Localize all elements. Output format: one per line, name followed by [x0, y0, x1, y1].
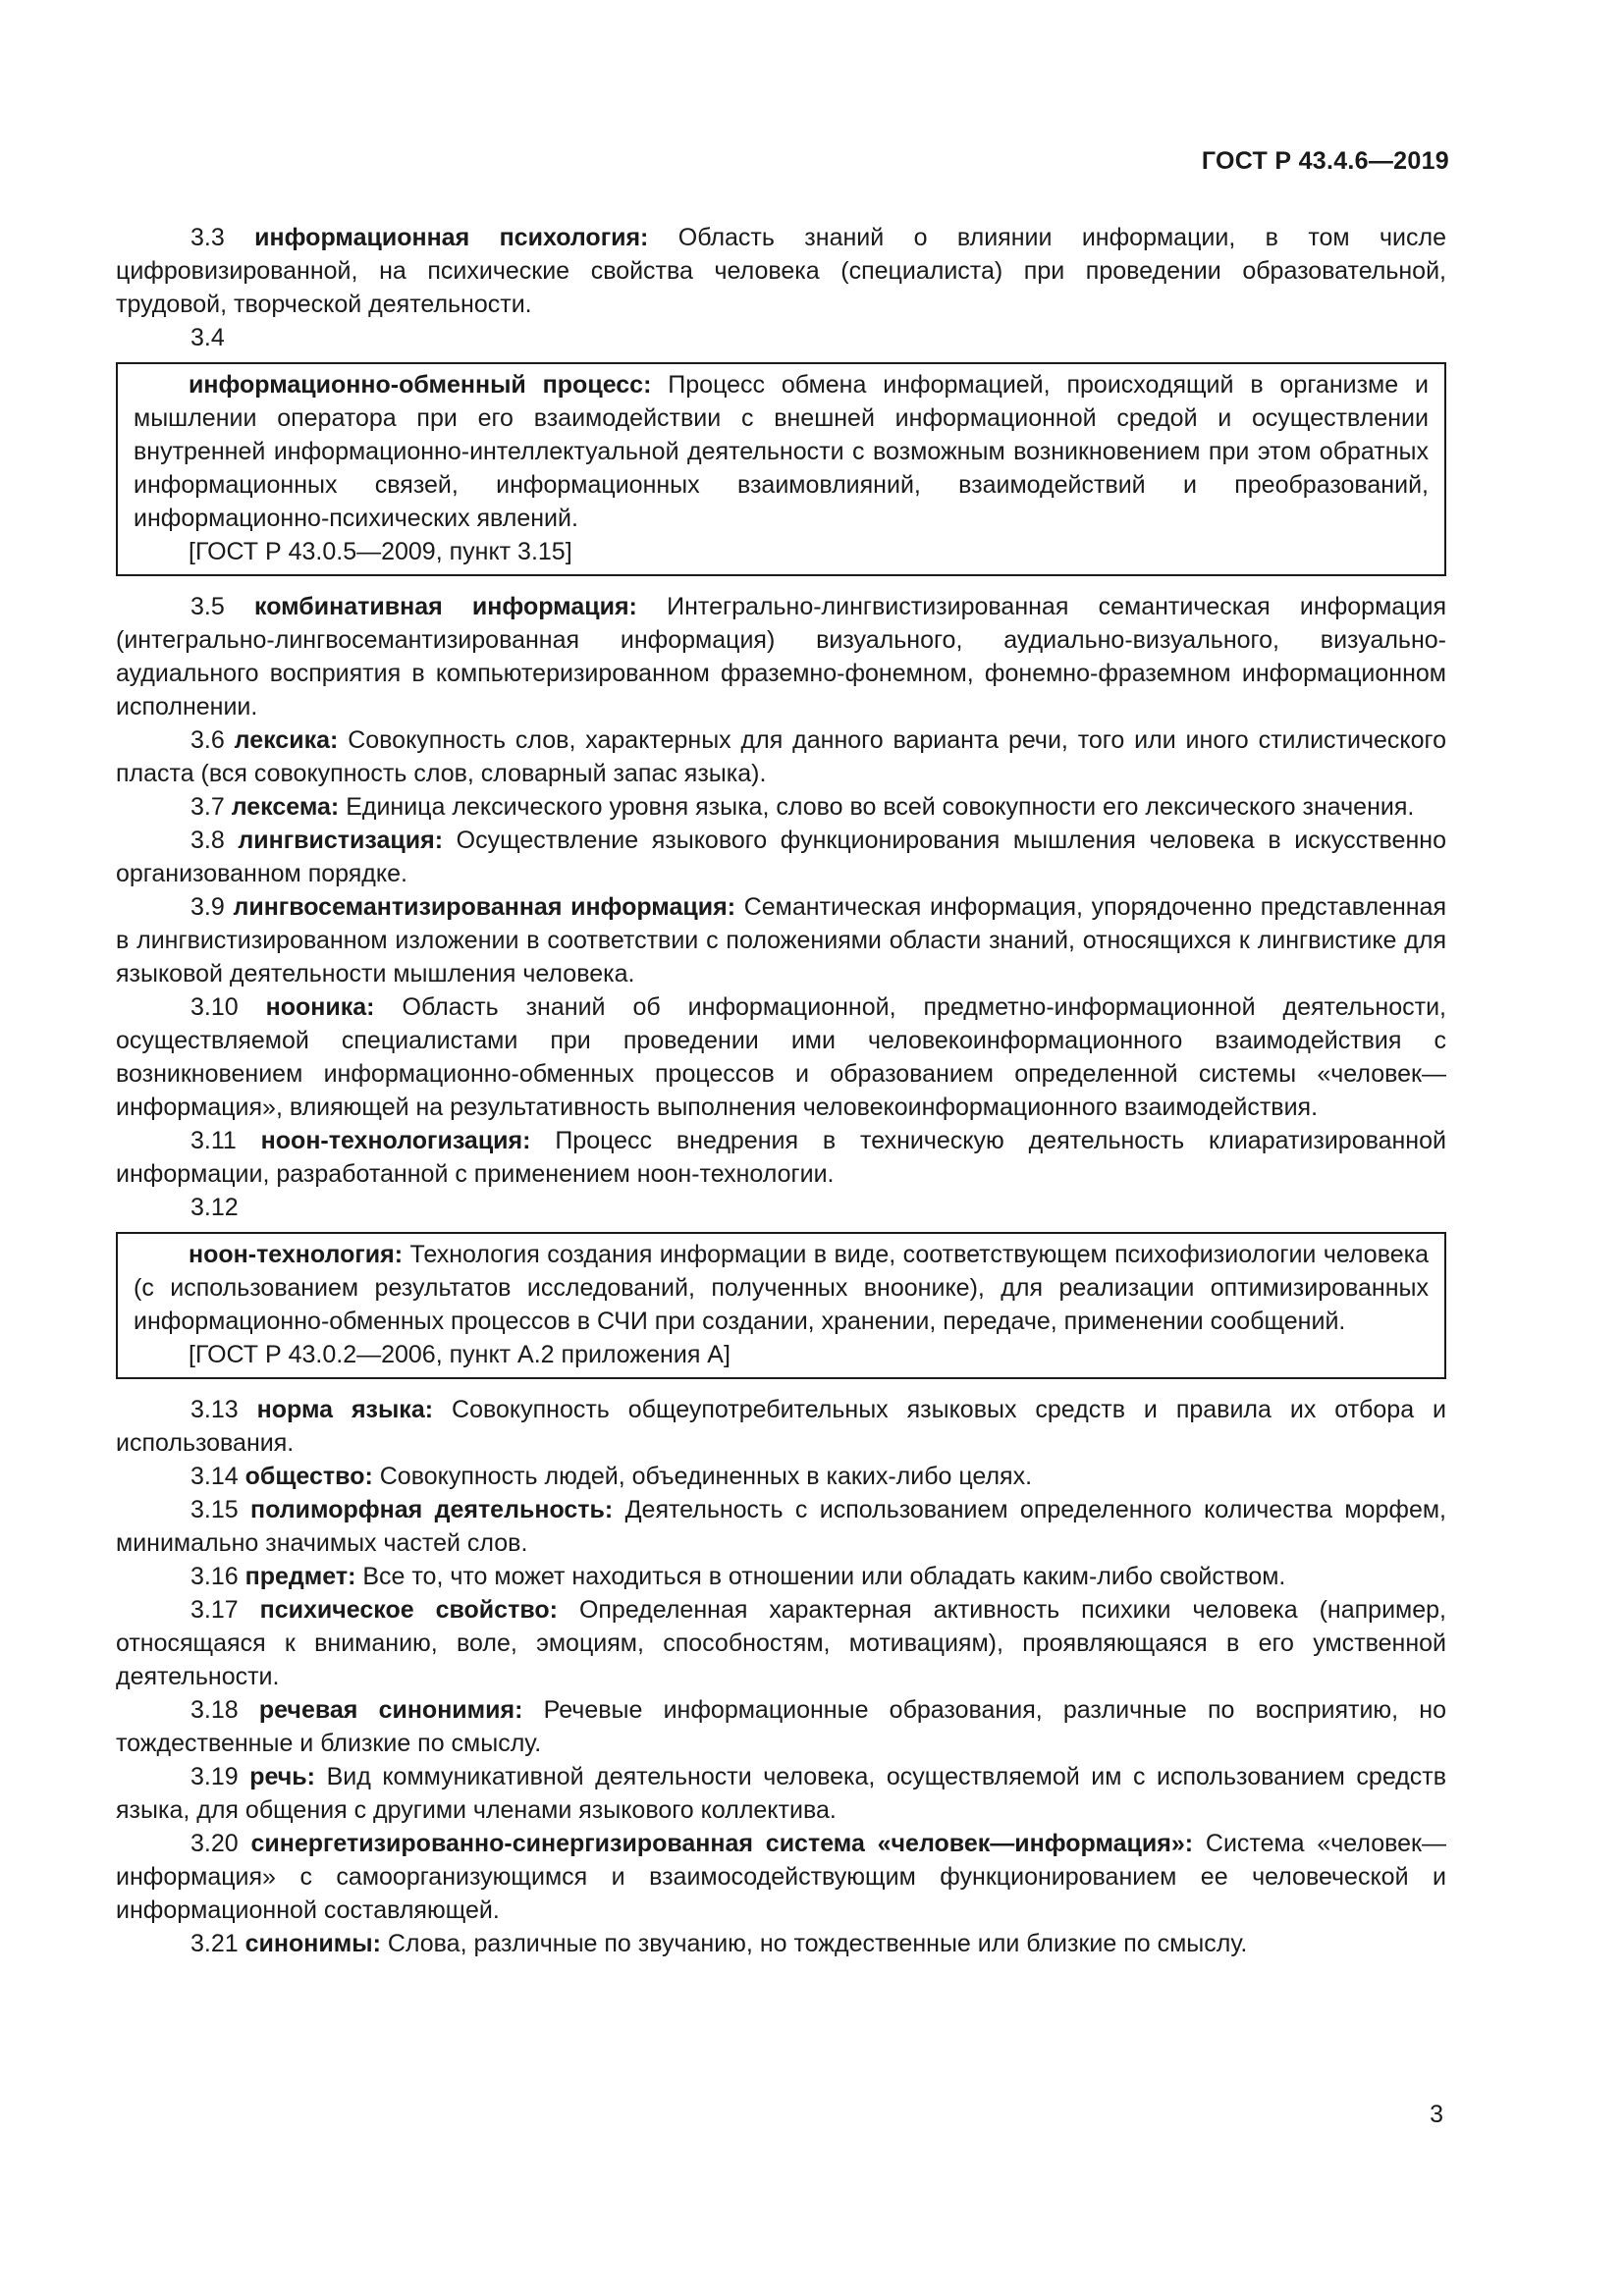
entry-number: 3.13: [190, 1396, 239, 1423]
term-entry: [116, 1560, 1446, 1593]
entry-definition: Совокупность слов, характерных для данного варианта речи, того или иного стилистического пласта (вся совокупность слов, словарный запас языка).: [116, 726, 1446, 787]
entry-term: синергетизированно-синергизированная система «человек—информация»:: [250, 1830, 1194, 1857]
entry-definition: Определенная характерная активность психики человека (например, относящаяся к вниманию, воле, эмоциям, способностям, мотивациям), проявляющаяся в его умственной деятельности.: [116, 1596, 1446, 1690]
entry-term: лексика:: [234, 726, 339, 754]
entry-number: 3.6: [190, 726, 225, 754]
entry-number: 3.18: [190, 1696, 239, 1724]
entry-term: ноон-технологизация:: [260, 1127, 531, 1154]
entry-definition: Совокупность людей, объединенных в каких-либо целях.: [379, 1463, 1033, 1490]
entry-number: 3.9: [190, 893, 225, 921]
entry-reference: [ГОСТ Р 43.0.2—2006, пункт А.2 приложения А]: [189, 1341, 731, 1368]
term-entry: [116, 790, 1446, 824]
entry-definition: Единица лексического уровня языка, слово во всей совокупности его лексического значения.: [346, 793, 1415, 821]
entry-term: норма языка:: [256, 1396, 434, 1423]
entry-definition: Вид коммуникативной деятельности человека, осуществляемой им с использованием средств языка, для общения с другими членами языкового коллектива.: [116, 1763, 1446, 1824]
term-entry: [116, 1827, 1446, 1927]
entry-definition: Интегрально-лингвистизированная семантическая информация (интегрально-лингвосемантизированная информация) визуального, аудиально-визуального, визуально-аудиального восприятия в компьютеризированном фраземно-фонемном, фонемно-фраземном информационном исполнении.: [116, 593, 1446, 721]
entry-definition: Осуществление языкового функционирования мышления человека в искусственно организованном порядке.: [116, 827, 1446, 887]
entry-definition: Область знаний о влиянии информации, в том числе цифровизированной, на психические свойства человека (специалиста) при проведении образовательной, трудовой, творческой деятельности.: [116, 224, 1446, 318]
entry-term: речь:: [249, 1763, 315, 1790]
entry-definition: Все то, что может находиться в отношении или обладать каким-либо свойством.: [362, 1563, 1286, 1590]
entry-number: 3.11: [190, 1127, 237, 1154]
entry-definition: Технология создания информации в виде, соответствующем психофизиологии человека (с использованием результатов исследований, полученных вноонике), для реализации оптимизированных информационно-обменных процессов в СЧИ при создании, хранении, передаче, применении сообщений.: [134, 1241, 1429, 1335]
entry-term: речевая синонимия:: [258, 1696, 523, 1724]
entry-number: 3.19: [190, 1763, 239, 1790]
term-entry: [116, 221, 1446, 321]
entry-term: предмет:: [244, 1563, 356, 1590]
term-entry: [116, 1460, 1446, 1493]
term-entry: [116, 1493, 1446, 1560]
entry-term: информационно-обменный процесс:: [189, 371, 652, 399]
entry-term: ноон-технология:: [189, 1241, 404, 1268]
entry-term: синонимы:: [244, 1930, 381, 1957]
entry-definition: Деятельность с использованием определенного количества морфем, минимально значимых частей слов.: [116, 1496, 1447, 1557]
term-entry: [116, 990, 1446, 1124]
term-entry: [116, 1693, 1446, 1760]
term-entry: [116, 1760, 1446, 1827]
quoted-definition-box: [116, 1232, 1446, 1379]
entry-term: комбинативная информация:: [254, 593, 637, 620]
entry-number: 3.7: [190, 793, 225, 821]
entry-number: 3.5: [190, 593, 225, 620]
entry-number: 3.4: [190, 324, 225, 351]
entry-definition: Совокупность общеупотребительных языковых средств и правила их отбора и использования.: [116, 1396, 1446, 1457]
term-entry: [134, 368, 1429, 535]
entry-number: 3.21: [190, 1930, 239, 1957]
entry-reference: [ГОСТ Р 43.0.5—2009, пункт 3.15]: [189, 538, 572, 565]
page-number: 3: [1430, 2101, 1443, 2128]
entry-definition: Слова, различные по звучанию, но тождественные или близкие по смыслу.: [387, 1930, 1248, 1957]
entry-definition: Семантическая информация, упорядоченно представленная в лингвистизированном изложении в соответствии с положениями области знаний, относящихся к лингвистике для языковой деятельности мышления человека.: [116, 893, 1446, 988]
entry-definition: Процесс внедрения в техническую деятельность клиаратизированной информации, разработанной с применением ноон-технологии.: [116, 1127, 1446, 1188]
entry-term: общество:: [244, 1463, 373, 1490]
term-entry: [116, 590, 1446, 723]
term-entry: [116, 824, 1446, 890]
entry-term: лексема:: [231, 793, 340, 821]
standard-header: ГОСТ Р 43.4.6—2019: [1201, 147, 1449, 175]
entry-number: 3.14: [190, 1463, 239, 1490]
term-entry: [116, 1927, 1446, 1960]
entry-number: 3.20: [190, 1830, 239, 1857]
term-entry: [116, 890, 1446, 990]
entry-number: 3.3: [190, 224, 225, 251]
quoted-definition-box: [116, 362, 1446, 576]
entry-term: психическое свойство:: [259, 1596, 558, 1624]
term-entry: [116, 723, 1446, 790]
entry-term: нооника:: [265, 993, 375, 1021]
entry-number: 3.17: [190, 1596, 239, 1624]
term-entry: [134, 1238, 1429, 1338]
entry-term: полиморфная деятельность:: [250, 1496, 614, 1523]
entry-number: 3.12: [190, 1194, 239, 1221]
entry-term: лингвосемантизированная информация:: [233, 893, 736, 921]
terms-section: [116, 221, 1446, 1960]
term-entry: [116, 1124, 1446, 1191]
entry-definition: Система «человек—информация» с самоорганизующимся и взаимосодействующим функционированием ее человеческой и информационной составляющей.: [116, 1830, 1446, 1924]
term-entry: [116, 1593, 1446, 1693]
entry-number: 3.16: [190, 1563, 239, 1590]
entry-definition: Область знаний об информационной, предметно-информационной деятельности, осуществляемой специалистами при проведении ими человекоинформационного взаимодействия с возникновением информационно-обменных процессов и образованием определенной системы «человек— информация», влияющей на результативность выполнения человекоинформационного взаимодействия.: [116, 993, 1446, 1121]
entry-number: 3.8: [190, 827, 225, 854]
entry-term: лингвистизация:: [238, 827, 444, 854]
entry-number: 3.10: [190, 993, 239, 1021]
entry-number: 3.15: [190, 1496, 239, 1523]
entry-term: информационная психология:: [254, 224, 649, 251]
entry-definition: Процесс обмена информацией, происходящий в организме и мышлении оператора при его взаимодействии с внешней информационной средой и осуществлении внутренней информационно-интеллектуальной деятельности с возможным возникновением при этом обратных информационных связей, информационных взаимовлияний, взаимодействий и преобразований, информационно-психических явлений.: [134, 371, 1429, 532]
entry-definition: Речевые информационные образования, различные по восприятию, но тождественные и близкие по смыслу.: [116, 1696, 1447, 1757]
term-entry: [116, 1393, 1446, 1460]
